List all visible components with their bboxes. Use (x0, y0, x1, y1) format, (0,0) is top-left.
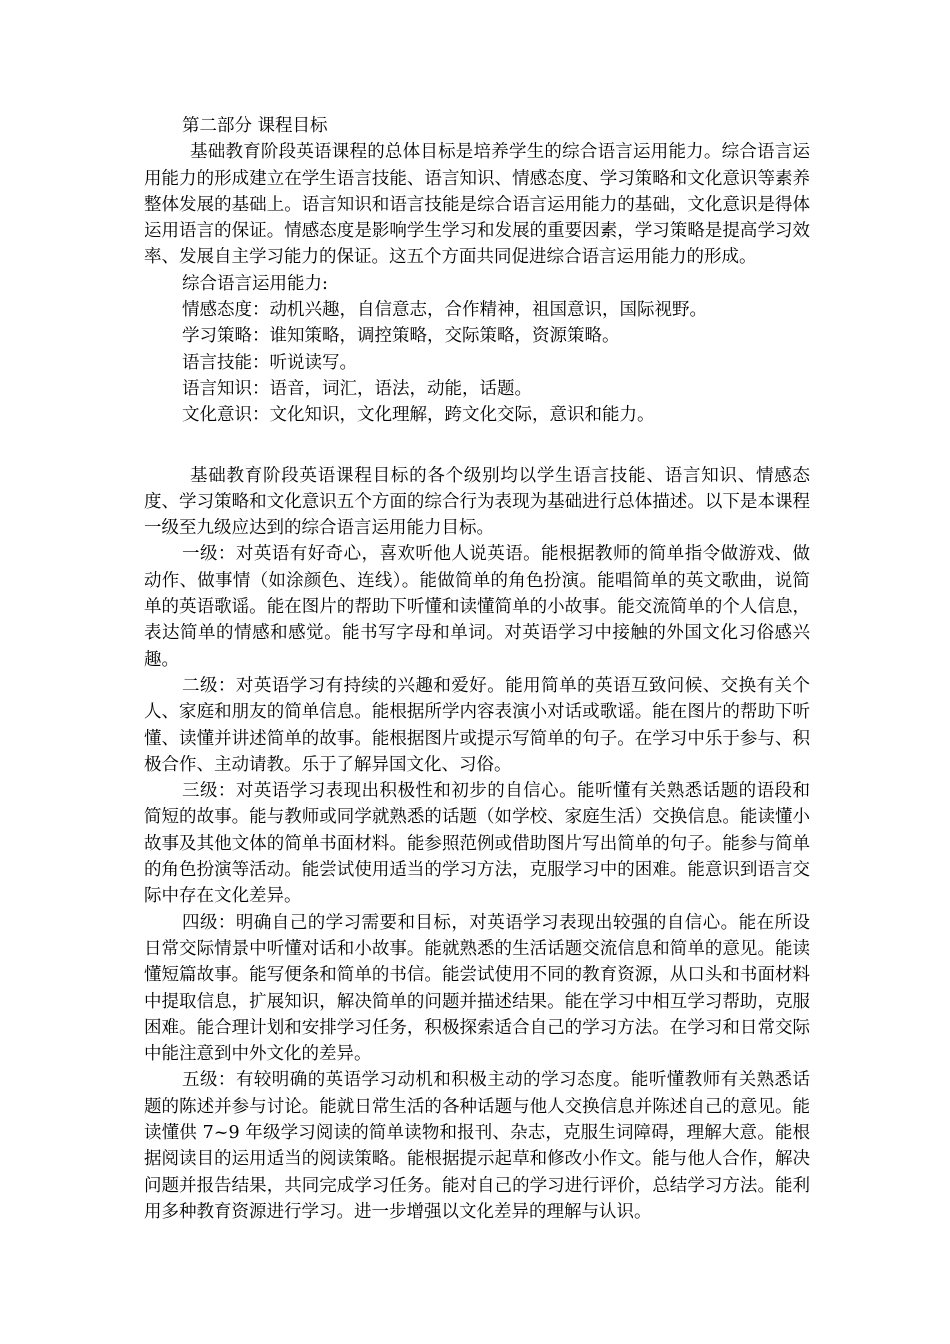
level-1-paragraph: 一级：对英语有好奇心，喜欢听他人说英语。能根据教师的简单指令做游戏、做动作、做事情（如涂颜色、连线）。能做简单的角色扮演。能唱简单的英文歌曲，说简单的英语歌谣。能在图片的帮助下听懂和读懂简单的小故事。能交流简单的个人信息，表达简单的情感和感觉。能书写字母和单词。对英语学习中接触的外国文化习俗感兴趣。 (144, 544, 810, 670)
section-title: 第二部分 课程目标 (182, 116, 328, 136)
component-value: 动机兴趣，自信意志，合作精神，祖国意识，国际视野。 (269, 300, 707, 321)
component-value: 谁知策略，调控策略，交际策略，资源策略。 (269, 326, 620, 347)
component-culture (144, 402, 810, 428)
component-value: 文化知识，文化理解，跨文化交际，意识和能力。 (269, 405, 655, 426)
component-strategy (144, 323, 810, 349)
component-knowledge (144, 376, 810, 402)
document-body (144, 113, 810, 1225)
level-3-paragraph: 三级：对英语学习表现出积极性和初步的自信心。能听懂有关熟悉话题的语段和简短的故事。能与教师或同学就熟悉的话题（如学校、家庭生活）交换信息。能读懂小故事及其他文体的简单书面材料。能参照范例或借助图片写出简单的句子。能参与简单的角色扮演等活动。能尝试使用适当的学习方法，克服学习中的困难。能意识到语言交际中存在文化差异。 (144, 781, 810, 907)
component-label: 文化意识： (182, 405, 270, 426)
component-label: 学习策略： (182, 326, 270, 347)
component-value: 听说读写。 (269, 352, 357, 373)
level-2-paragraph: 二级：对英语学习有持续的兴趣和爱好。能用简单的英语互致问候、交换有关个人、家庭和朋友的简单信息。能根据所学内容表演小对话或歌谣。能在图片的帮助下听懂、读懂并讲述简单的故事。能根据图片或提示写简单的句子。在学习中乐于参与、积极合作、主动请教。乐于了解异国文化、习俗。 (144, 675, 810, 775)
level-5-paragraph: 五级：有较明确的英语学习动机和积极主动的学习态度。能听懂教师有关熟悉话题的陈述并参与讨论。能就日常生活的各种话题与他人交换信息并陈述自己的意见。能读懂供 7~9 年级学习阅读的简单读物和报刊、杂志，克服生词障碍，理解大意。能根据阅读目的运用适当的阅读策略。能根据提示起草和修改小作文。能与他人合作，解决问题并报告结果，共同完成学习任务。能对自己的学习进行评价，总结学习方法。能利用多种教育资源进行学习。进一步增强以文化差异的理解与认识。 (144, 1070, 810, 1222)
levels-intro-paragraph: 基础教育阶段英语课程目标的各个级别均以学生语言技能、语言知识、情感态度、学习策略和文化意识五个方面的综合行为表现为基础进行总体描述。以下是本课程一级至九级应达到的综合语言运用能力目标。 (144, 465, 810, 539)
intro-paragraph: 基础教育阶段英语课程的总体目标是培养学生的综合语言运用能力。综合语言运用能力的形成建立在学生语言技能、语言知识、情感态度、学习策略和文化意识等素养整体发展的基础上。语言知识和语言技能是综合语言运用能力的基础，文化意识是得体运用语言的保证。情感态度是影响学生学习和发展的重要因素，学习策略是提高学习效率、发展自主学习能力的保证。这五个方面共同促进综合语言运用能力的形成。 (144, 142, 810, 268)
component-label: 语言技能： (182, 352, 270, 373)
component-affect (144, 297, 810, 323)
component-label: 情感态度： (182, 300, 270, 321)
paragraph-gap (144, 429, 810, 463)
component-skills (144, 350, 810, 376)
component-label: 语言知识： (182, 378, 270, 399)
ability-caption: 综合语言运用能力: (182, 273, 328, 294)
level-4-paragraph: 四级：明确自己的学习需要和目标，对英语学习表现出较强的自信心。能在所设日常交际情景中听懂对话和小故事。能就熟悉的生活话题交流信息和简单的意见。能读懂短篇故事。能写便条和简单的书信。能尝试使用不同的教育资源，从口头和书面材料中提取信息，扩展知识，解决简单的问题并描述结果。能在学习中相互学习帮助，克服困难。能合理计划和安排学习任务，积极探索适合自己的学习方法。在学习和日常交际中能注意到中外文化的差异。 (144, 912, 810, 1065)
component-value: 语音，词汇，语法，动能，话题。 (269, 378, 532, 399)
